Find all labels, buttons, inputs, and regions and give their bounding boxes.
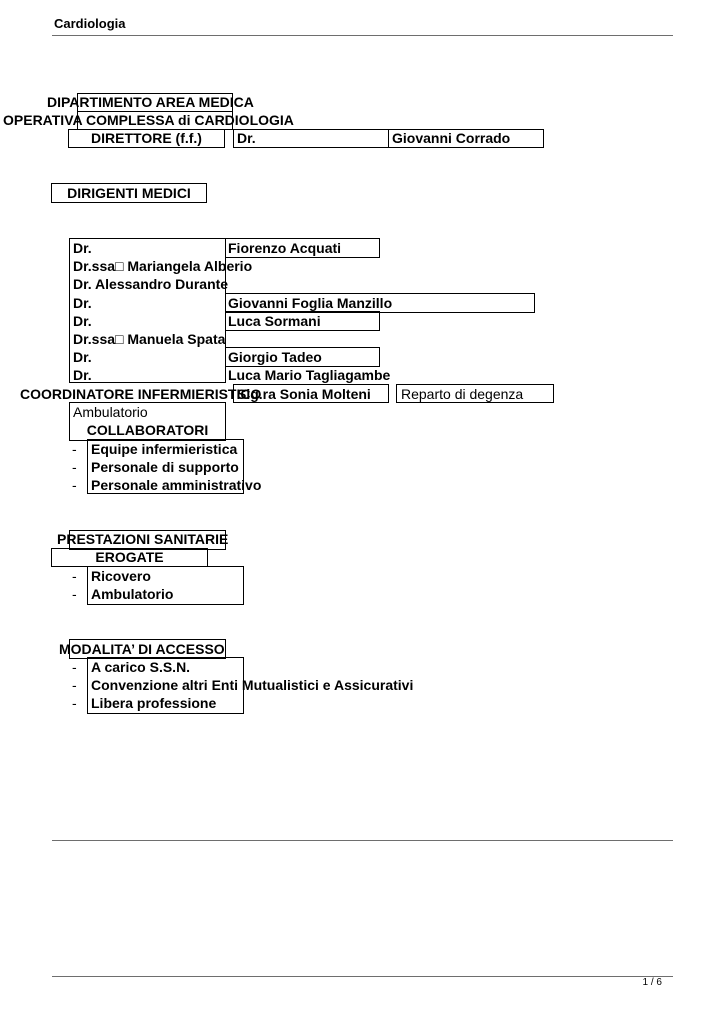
dirigente-7-title: Dr. bbox=[73, 349, 92, 365]
dirigenti-heading: DIRIGENTI MEDICI bbox=[67, 185, 191, 201]
collaboratori-bullet-2: - bbox=[72, 459, 77, 475]
dirigente-5-title: Dr. bbox=[73, 313, 92, 329]
accesso-bullet-3: - bbox=[72, 695, 77, 711]
accesso-bullet-1: - bbox=[72, 659, 77, 675]
accesso-item-3: Libera professione bbox=[91, 695, 217, 711]
accesso-heading: MODALITA’ DI ACCESSO bbox=[59, 641, 225, 657]
collaboratori-item-1: Equipe infermieristica bbox=[91, 441, 238, 457]
collaboratori-item-3: Personale amministrativo bbox=[91, 477, 262, 493]
prestazioni-heading-1: PRESTAZIONI SANITARIE bbox=[57, 531, 229, 547]
header-divider bbox=[52, 35, 673, 36]
prestazioni-bullet-1: - bbox=[72, 568, 77, 584]
accesso-item-1: A carico S.S.N. bbox=[91, 659, 191, 675]
collaboratori-heading: COLLABORATORI bbox=[86, 422, 209, 438]
prestazioni-item-1: Ricovero bbox=[91, 568, 151, 584]
coordinatore-label: COORDINATORE INFERMIERISTICO bbox=[20, 386, 262, 402]
dirigente-8-name: Luca Mario Tagliagambe bbox=[228, 367, 391, 383]
dirigente-7-name: Giorgio Tadeo bbox=[228, 349, 322, 365]
coordinatore-ambulatorio: Ambulatorio bbox=[73, 404, 148, 420]
dirigente-1-title: Dr. bbox=[73, 240, 92, 256]
dirigente-2: Dr.ssa□ Mariangela Alberio bbox=[73, 258, 253, 274]
dirigente-6: Dr.ssa□ Manuela Spata bbox=[73, 331, 226, 347]
dirigente-8-title: Dr. bbox=[73, 367, 92, 383]
collaboratori-bullet-1: - bbox=[72, 441, 77, 457]
coordinatore-name: Sig.ra Sonia Molteni bbox=[237, 386, 371, 402]
page-header-title: Cardiologia bbox=[54, 16, 126, 31]
dirigente-1-name: Fiorenzo Acquati bbox=[228, 240, 342, 256]
department-line2: OPERATIVA COMPLESSA di CARDIOLOGIA bbox=[3, 112, 294, 128]
director-role: DIRETTORE (f.f.) bbox=[91, 130, 202, 146]
dirigente-5-name: Luca Sormani bbox=[228, 313, 321, 329]
dirigente-4-title: Dr. bbox=[73, 295, 92, 311]
accesso-bullet-2: - bbox=[72, 677, 77, 693]
footer-divider bbox=[52, 976, 673, 977]
director-name: Giovanni Corrado bbox=[392, 130, 511, 146]
accesso-item-2: Convenzione altri Enti Mutualistici e Assicurativi bbox=[91, 677, 414, 693]
prestazioni-item-2: Ambulatorio bbox=[91, 586, 174, 602]
prestazioni-bullet-2: - bbox=[72, 586, 77, 602]
content-divider bbox=[52, 840, 673, 841]
page-number: 1 / 6 bbox=[642, 977, 662, 988]
dirigente-4-name: Giovanni Foglia Manzillo bbox=[228, 295, 393, 311]
coordinatore-ward: Reparto di degenza bbox=[401, 386, 524, 402]
collaboratori-bullet-3: - bbox=[72, 477, 77, 493]
director-title: Dr. bbox=[237, 130, 256, 146]
dirigente-3: Dr. Alessandro Durante bbox=[73, 276, 229, 292]
collaboratori-item-2: Personale di supporto bbox=[91, 459, 239, 475]
department-line1: DIPARTIMENTO AREA MEDICA bbox=[47, 94, 254, 110]
director-title-cell bbox=[233, 129, 389, 148]
prestazioni-heading-2: EROGATE bbox=[95, 549, 164, 565]
